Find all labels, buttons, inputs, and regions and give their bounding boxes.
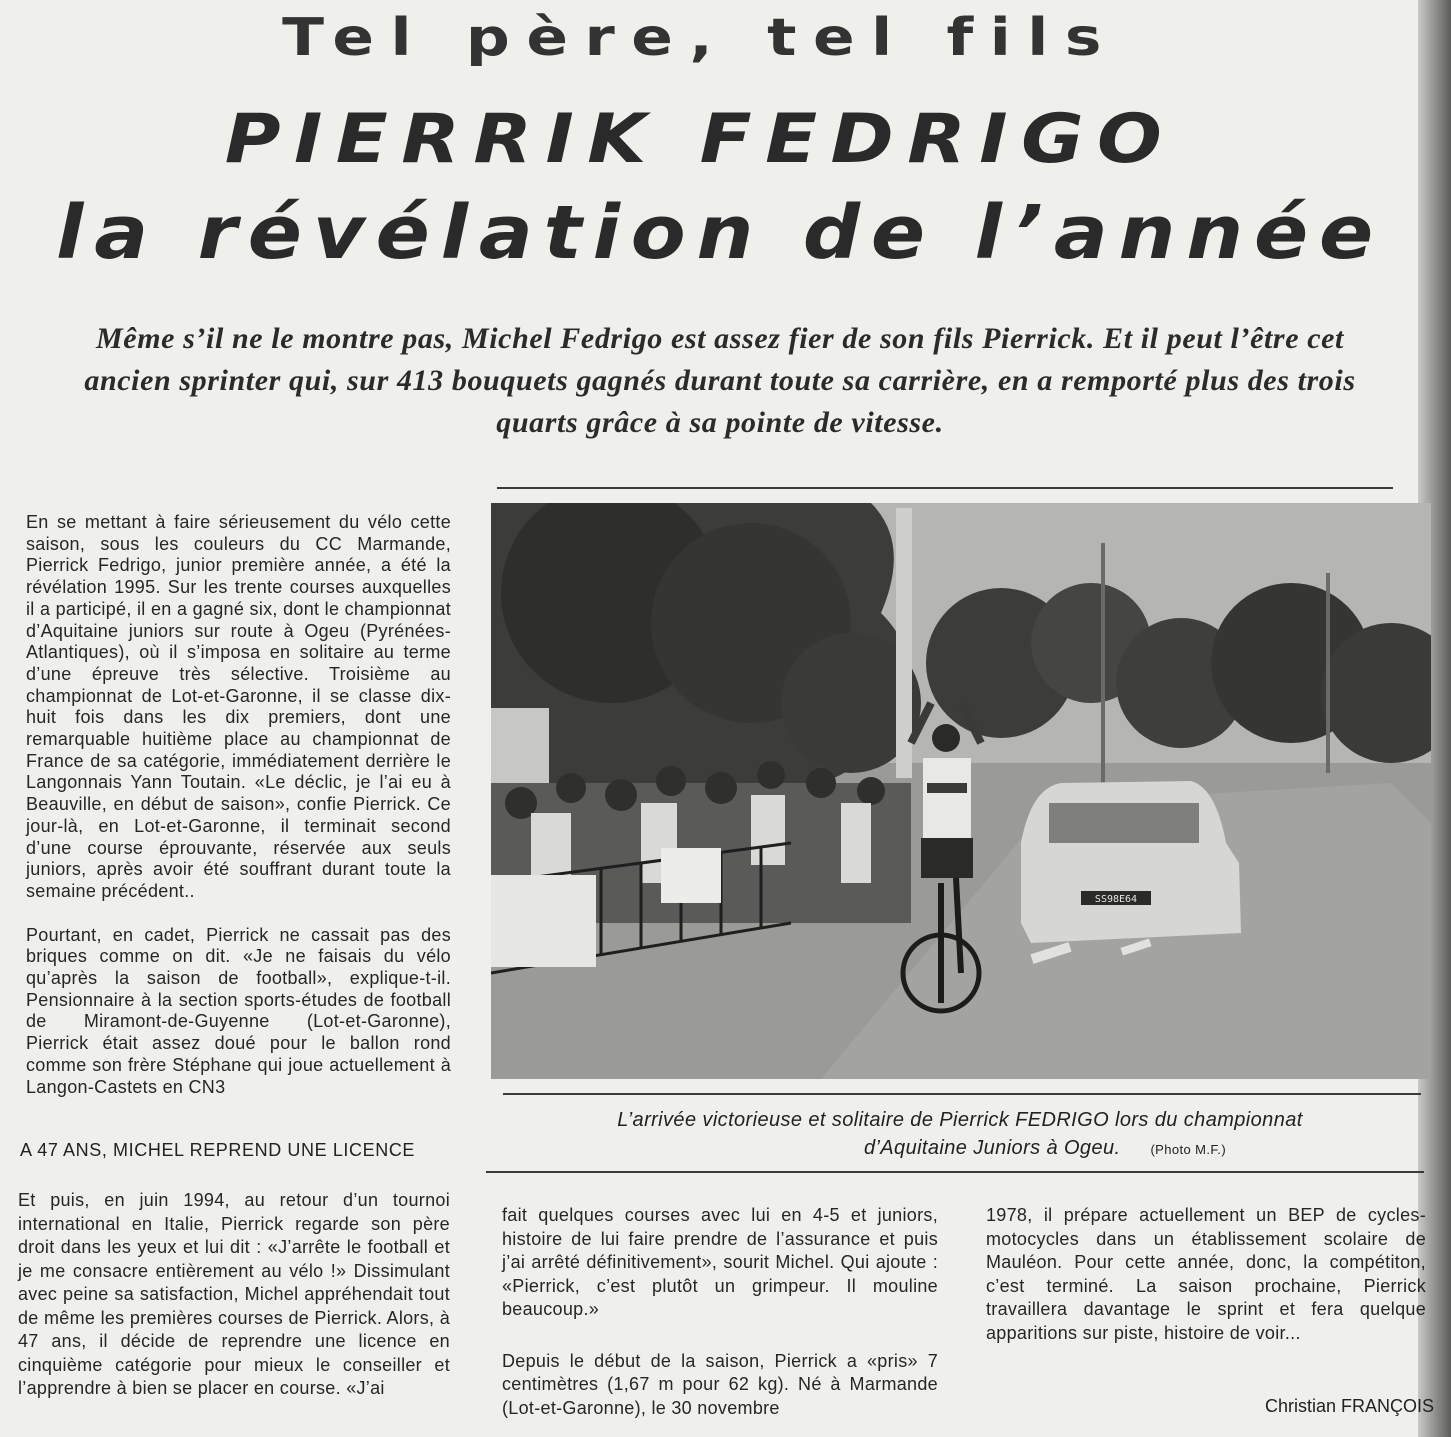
paragraph-taille: Depuis le début de la saison, Pierrick a «pris» 7 centimètres (1,67 m pour 62 kg). Né à Marmande (Lot-et-Garonne), le 30 novembre: [502, 1350, 938, 1418]
column-2: [502, 1204, 938, 1420]
column-1-top: [26, 512, 451, 1098]
headline-subtitle: la révélation de l’année: [56, 190, 1384, 276]
photo-bottom-rule: [503, 1093, 1421, 1095]
paragraph-intro: En se mettant à faire sérieusement du vélo cette saison, sous les couleurs du CC Marmande, Pierrick Fedrigo, junior première année, a été la révélation 1995. Sur les trente courses auxquelles il a participé, il en a gagné six, dont le championnat d’Aquitaine juniors sur route à Ogeu (Pyrénées-Atlantiques), où il s’imposa en solitaire au terme d’une épreuve très sélective. Troisième au championnat de Lot-et-Garonne, il se classe dix-huit fois dans les dix premiers, dont une remarquable huitième place au championnat de France de sa catégorie, immédiatement derrière le Langonnais Yann Toutain. «Le déclic, je l’ai eu à Beauville, en début de saison», confie Pierrick. Ce jour-là, en Lot-et-Garonne, il terminait second d’une course éprouvante, réservée aux seuls juniors, après avoir été souffrant durant toute la semaine précédent..: [26, 512, 451, 901]
caption-line-1: L’arrivée victorieuse et solitaire de Pierrick FEDRIGO lors du championnat: [617, 1109, 1303, 1131]
author-byline: Christian FRANÇOIS: [1264, 1396, 1434, 1416]
headline-name: PIERRIK FEDRIGO: [224, 100, 1176, 179]
paragraph-grimpeur: fait quelques courses avec lui en 4-5 et juniors, histoire de lui faire prendre de l’assurance et puis j’ai arrêté définitivement», sourit Michel. Qui ajoute : «Pierrick, c’est plutôt un grimpeur. Il mouline beaucoup.»: [502, 1205, 938, 1319]
paragraph-licence: Et puis, en juin 1994, au retour d’un tournoi international en Italie, Pierrick regarde son père droit dans les yeux et lui dit : «J’arrête le football et je me consacre entièrement au vélo !» Dissimulant avec peine sa satisfaction, Michel appréhendait tout de même les premières courses de Pierrick. Alors, à 47 ans, il décide de reprendre une licence en cinquième catégorie pour mieux le conseiller et l’apprendre à bien se placer en course. «J’ai: [18, 1190, 450, 1398]
caption-line-2-wrapper: [520, 1134, 1400, 1164]
photo-credit: (Photo M.F.): [1150, 1142, 1227, 1157]
paragraph-bep: 1978, il prépare actuellement un BEP de cycles-motocycles dans un établissement scolaire de Mauléon. Pour cette année, donc, la compétiton, c’est terminé. La saison prochaine, Pierrick travaillera davantage le sprint et fera quelque apparitions sur piste, histoire de voir...: [986, 1205, 1426, 1343]
section-subheading: A 47 ANS, MICHEL REPREND UNE LICENCE: [20, 1140, 416, 1160]
column-1-bottom: [18, 1189, 450, 1401]
photo-caption: [520, 1106, 1400, 1164]
car-plate: SS98E64: [1094, 894, 1138, 905]
photo-top-rule: [497, 487, 1393, 489]
column-3: [986, 1204, 1426, 1345]
caption-bottom-rule: [486, 1171, 1424, 1173]
lede-paragraph: Même s’il ne le montre pas, Michel Fedrigo est assez fier de son fils Pierrick. Et il peut l’être cet ancien sprinter qui, sur 413 bouquets gagnés durant toute sa carrière, en a remporté plus des trois quarts grâce à sa pointe de vitesse.: [84, 322, 1356, 439]
race-finish-photo-illustration: [491, 503, 1431, 1079]
kicker-title: Tel père, tel fils: [282, 8, 1118, 68]
caption-line-2: d’Aquitaine Juniors à Ogeu.: [863, 1137, 1121, 1159]
race-finish-photo: [491, 503, 1431, 1079]
paragraph-football: Pourtant, en cadet, Pierrick ne cassait pas des briques comme on dit. «Je ne faisais du vélo qu’après la saison de football», explique-t-il. Pensionnaire à la section sports-études de football de Miramont-de-Guyenne (Lot-et-Garonne), Pierrick était assez doué pour le ballon rond comme son frère Stéphane qui joue actuellement à Langon-Castets en CN3: [26, 924, 451, 1097]
